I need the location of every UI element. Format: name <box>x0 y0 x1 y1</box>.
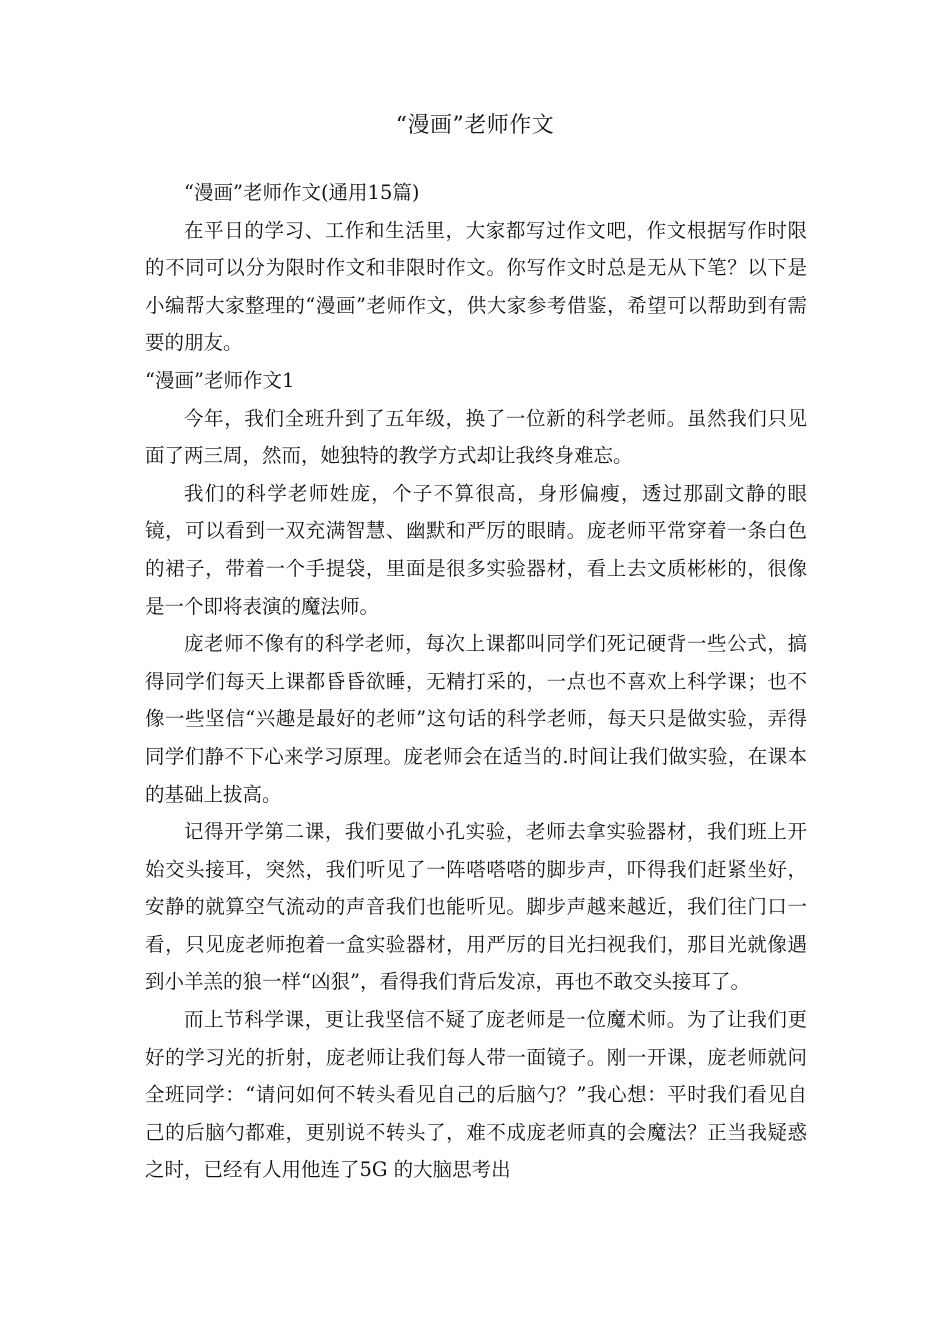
document-subtitle: “漫画”老师作文(通用15篇) <box>184 181 420 204</box>
essay-paragraph: 庞老师不像有的科学老师，每次上课都叫同学们死记硬背一些公式，搞得同学们每天上课都昏昏欲睡，无精打采的，一点也不喜欢上科学课；也不像一些坚信“兴趣是最好的老师”这句话的科学老师，每天只是做实验，弄得同学们静不下心来学习原理。庞老师会在适当的.时间让我们做实验，在课本的基础上拔高。 <box>145 632 807 806</box>
essay-paragraph: 我们的科学老师姓庞，个子不算很高，身形偏瘦，透过那副文静的眼镜，可以看到一双充满智慧、幽默和严厉的眼睛。庞老师平常穿着一条白色的裙子，带着一个手提袋，里面是很多实验器材，看上去文质彬彬的，很像是一个即将表演的魔法师。 <box>145 481 807 618</box>
essay-paragraph: 今年，我们全班升到了五年级，换了一位新的科学老师。虽然我们只见面了两三周，然而，她独特的教学方式却让我终身难忘。 <box>145 406 807 468</box>
essay-paragraph: 而上节科学课，更让我坚信不疑了庞老师是一位魔术师。为了让我们更好的学习光的折射，庞老师让我们每人带一面镜子。刚一开课，庞老师就问全班同学：“请问如何不转头看见自己的后脑勺？”我心想：平时我们看见自己的后脑勺都难，更别说不转头了，难不成庞老师真的会魔法？正当我疑惑之时，已经有人用他连了5G 的大脑思考出 <box>145 1008 807 1182</box>
document-title: “漫画”老师作文 <box>395 113 555 138</box>
document-body <box>145 174 807 1189</box>
essay-paragraph: 记得开学第二课，我们要做小孔实验，老师去拿实验器材，我们班上开始交头接耳，突然，我们听见了一阵嗒嗒嗒的脚步声，吓得我们赶紧坐好，安静的就算空气流动的声音我们也能听见。脚步声越来越近，我们往门口一看，只见庞老师抱着一盒实验器材，用严厉的目光扫视我们，那目光就像遇到小羊羔的狼一样“凶狠”，看得我们背后发凉，再也不敢交头接耳了。 <box>145 820 807 994</box>
intro-paragraph: 在平日的学习、工作和生活里，大家都写过作文吧，作文根据写作时限的不同可以分为限时作文和非限时作文。你写作文时总是无从下笔？以下是小编帮大家整理的“漫画”老师作文，供大家参考借鉴，希望可以帮助到有需要的朋友。 <box>145 218 807 355</box>
essay-heading: “漫画”老师作文1 <box>145 368 295 392</box>
